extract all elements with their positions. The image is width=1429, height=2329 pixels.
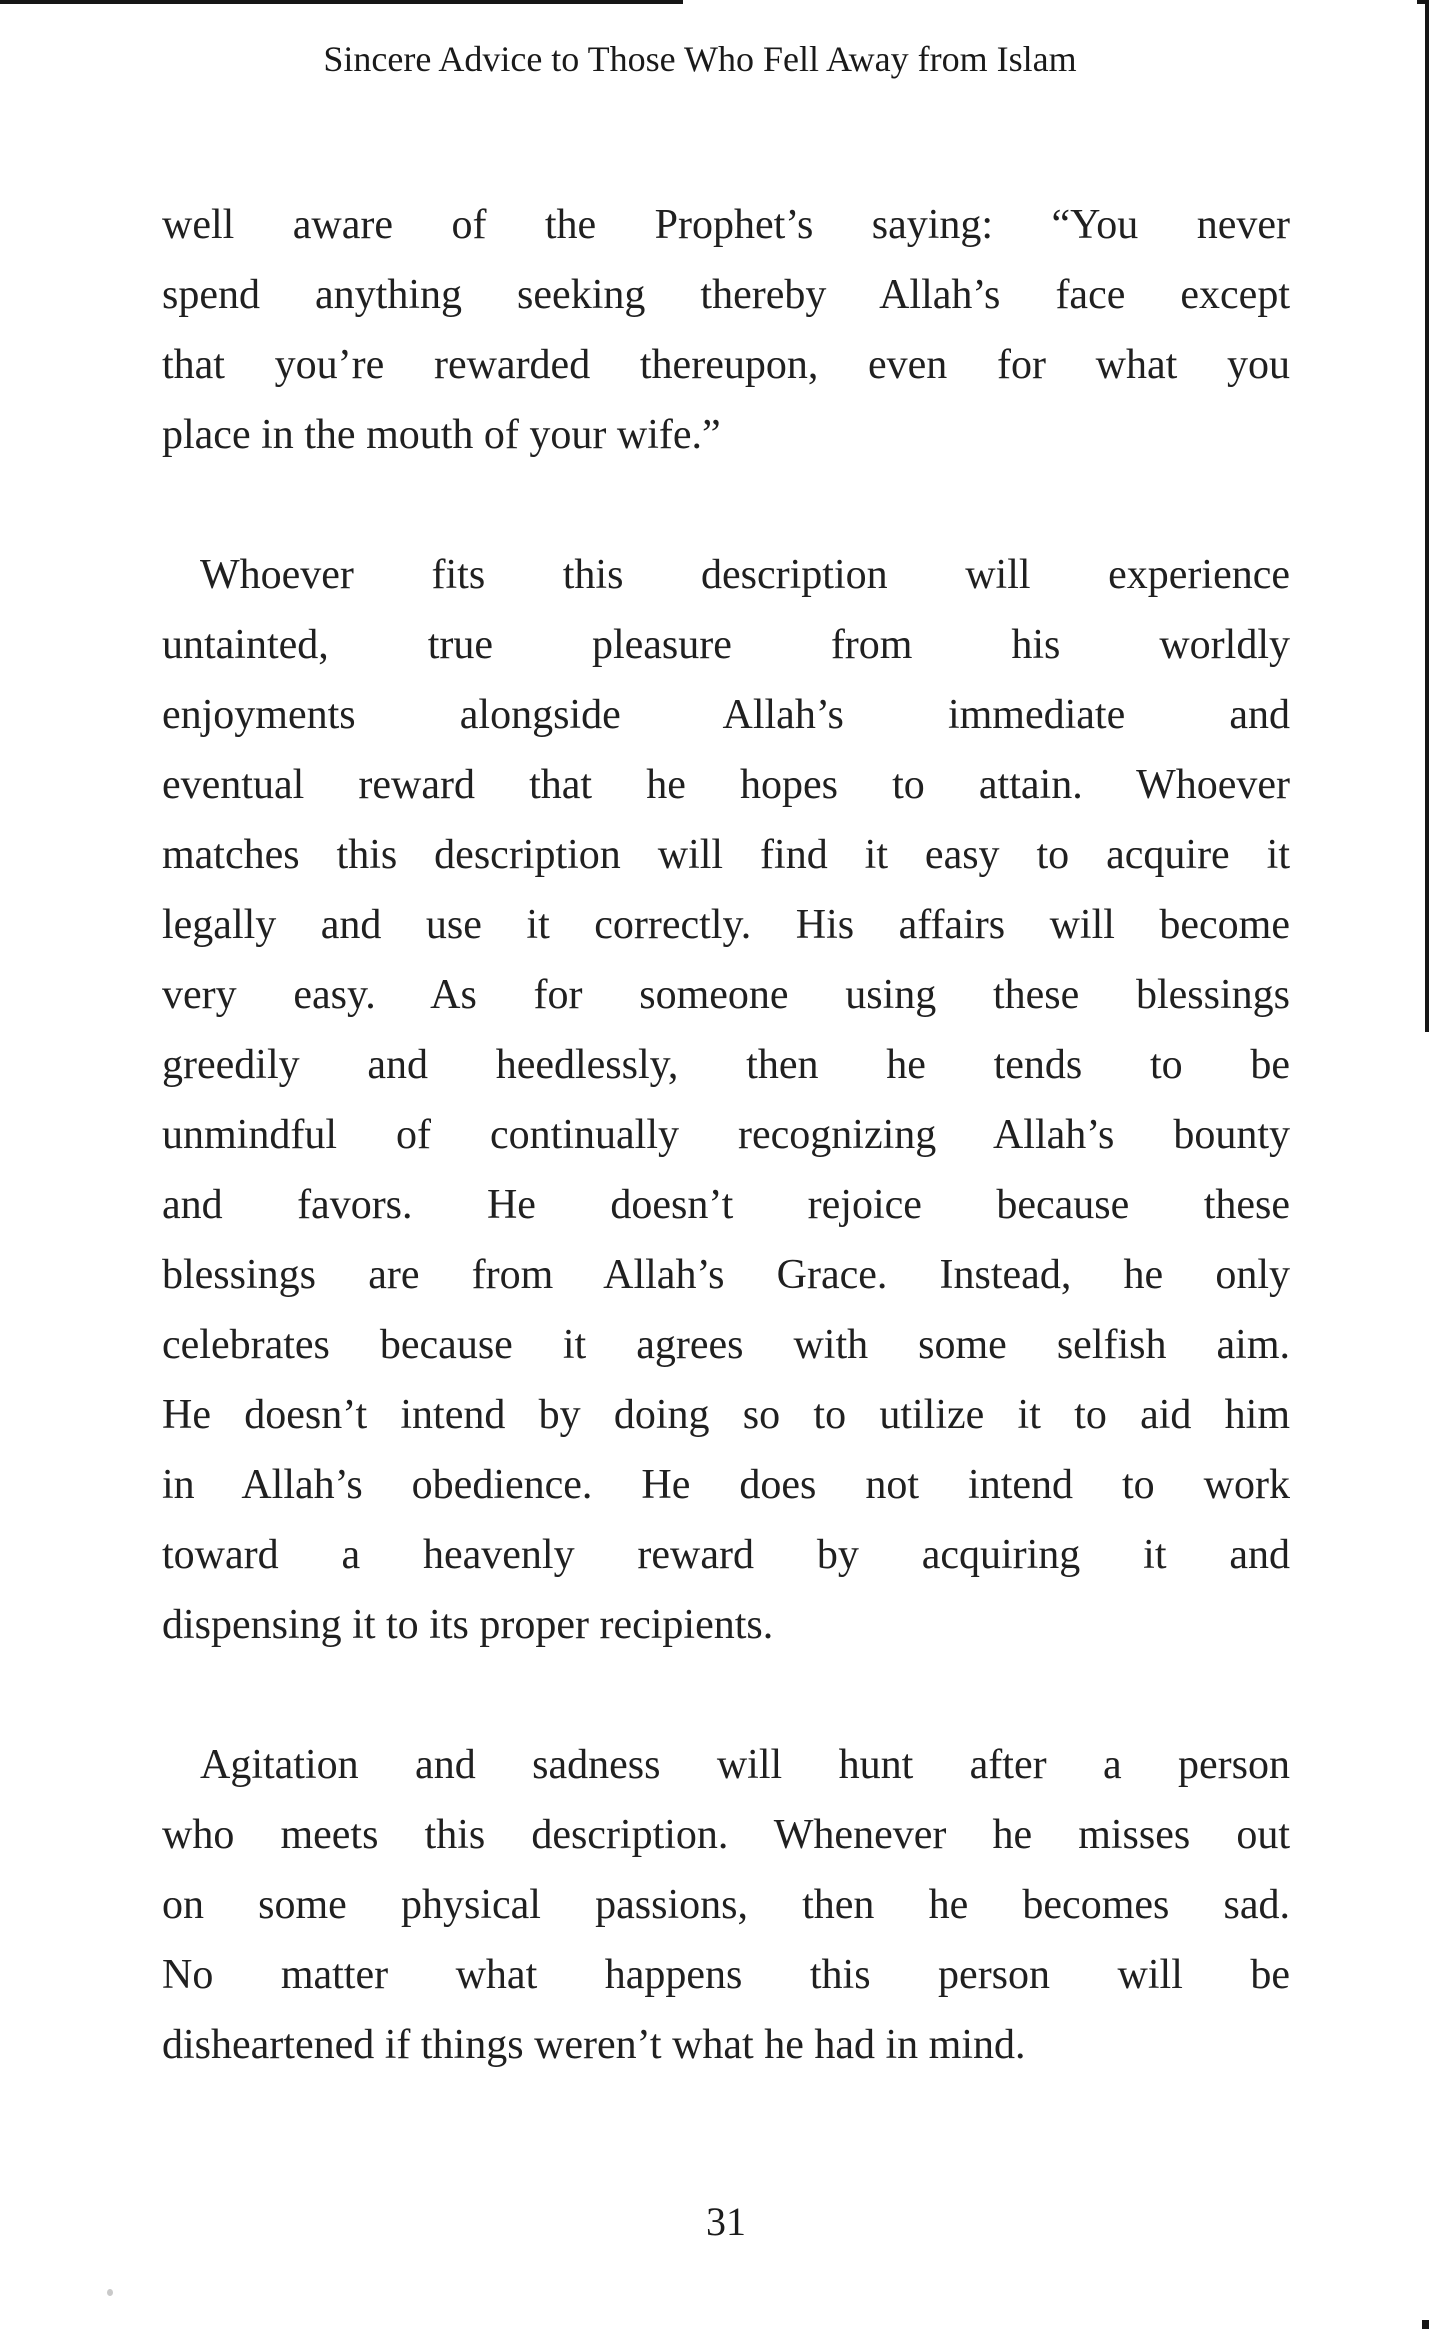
text-line: He doesn’t intend by doing so to utilize it to aid him	[162, 1392, 1290, 1438]
paragraph-1	[162, 190, 1290, 470]
scan-bottom-right-mark	[1422, 2320, 1429, 2329]
text-line: spend anything seeking thereby Allah’s face except	[162, 272, 1290, 318]
text-line: on some physical passions, then he becomes sad.	[162, 1882, 1290, 1928]
text-line: Agitation and sadness will hunt after a person	[200, 1742, 1290, 1788]
body-text	[162, 190, 1290, 2080]
text-line: blessings are from Allah’s Grace. Instead, he only	[162, 1252, 1290, 1298]
text-line: that you’re rewarded thereupon, even for what you	[162, 342, 1290, 388]
paragraph-3	[162, 1730, 1290, 2080]
text-line: disheartened if things weren’t what he had in mind.	[162, 2022, 1026, 2068]
text-line: legally and use it correctly. His affairs will become	[162, 902, 1290, 948]
scan-top-edge-line	[0, 0, 683, 4]
text-line: place in the mouth of your wife.”	[162, 412, 721, 458]
paragraph-2	[162, 540, 1290, 1660]
text-line: dispensing it to its proper recipients.	[162, 1602, 774, 1648]
text-line: toward a heavenly reward by acquiring it and	[162, 1532, 1290, 1578]
text-line: unmindful of continually recognizing Allah’s bounty	[162, 1112, 1290, 1158]
text-line: No matter what happens this person will be	[162, 1952, 1290, 1998]
text-line: Whoever fits this description will experience	[200, 552, 1290, 598]
text-line: and favors. He doesn’t rejoice because these	[162, 1182, 1290, 1228]
text-line: untainted, true pleasure from his worldly	[162, 622, 1290, 668]
text-line: who meets this description. Whenever he misses out	[162, 1812, 1290, 1858]
text-line: enjoyments alongside Allah’s immediate and	[162, 692, 1290, 738]
text-line: celebrates because it agrees with some selfish aim.	[162, 1322, 1290, 1368]
scan-speck	[107, 2289, 113, 2296]
running-header: Sincere Advice to Those Who Fell Away from Islam	[323, 39, 1077, 79]
text-line: in Allah’s obedience. He does not intend to work	[162, 1462, 1290, 1508]
text-line: very easy. As for someone using these blessings	[162, 972, 1290, 1018]
scan-right-edge-line	[1425, 0, 1429, 1032]
text-line: well aware of the Prophet’s saying: “You never	[162, 202, 1290, 248]
page-number: 31	[706, 2199, 746, 2244]
text-line: greedily and heedlessly, then he tends to be	[162, 1042, 1290, 1088]
text-line: eventual reward that he hopes to attain. Whoever	[162, 762, 1290, 808]
text-line: matches this description will find it easy to acquire it	[162, 832, 1290, 878]
